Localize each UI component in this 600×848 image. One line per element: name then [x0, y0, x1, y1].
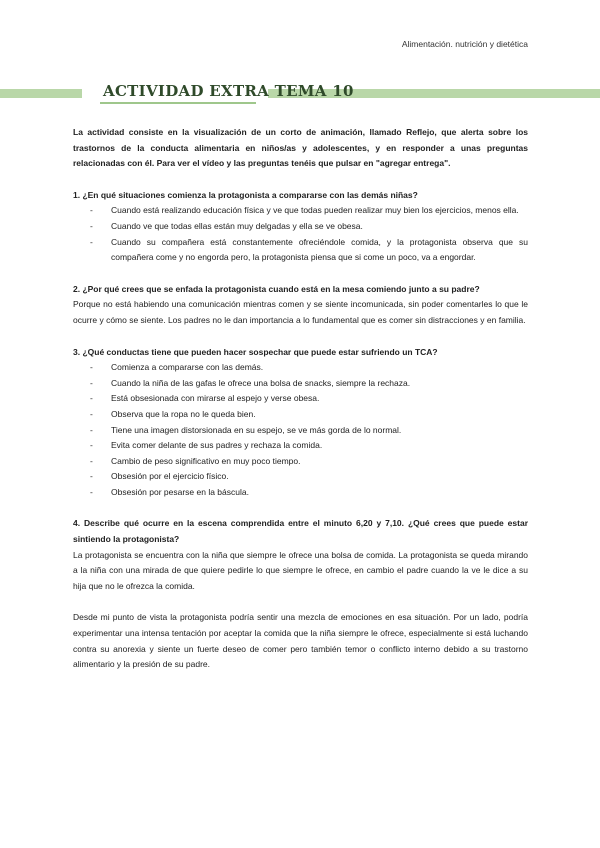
list-item: - Obsesión por pesarse en la báscula. [73, 485, 528, 501]
question-1: 1. ¿En qué situaciones comienza la protagonista a compararse con las demás niñas? [73, 189, 418, 200]
list-item: - Cuando la niña de las gafas le ofrece una bolsa de snacks, siempre la rechaza. [73, 376, 528, 392]
list-item: - Cuando está realizando educación física y ve que todas pueden realizar muy bien los ejercicios, menos ella. [73, 203, 528, 219]
list-item: - Observa que la ropa no le queda bien. [73, 407, 528, 423]
list-item: - Está obsesionada con mirarse al espejo y verse obesa. [73, 391, 528, 407]
list-item: - Cuando ve que todas ellas están muy delgadas y ella se ve obesa. [73, 219, 528, 235]
list-item: - Obsesión por el ejercicio físico. [73, 469, 528, 485]
course-header: Alimentación. nutrición y dietética [401, 39, 528, 49]
list-item: - Cambio de peso significativo en muy poco tiempo. [73, 454, 528, 470]
answer-2: Porque no está habiendo una comunicación mientras comen y se siente incomunicada, sin poder comentarles lo que le ocurre y cómo se siente. Los padres no le dan importancia a lo fundamental que es comer sin distracciones y en familia. [73, 299, 528, 325]
banner-bar-left [0, 89, 82, 98]
intro-paragraph: La actividad consiste en la visualización de un corto de animación, llamado Reflejo, que alerta sobre los trastornos de la conducta alimentaria en niños/as y adolescentes, y en responder a unas preguntas relacionadas con él. Para ver el vídeo y las preguntas tenéis que pulsar en "agregar entrega". [73, 127, 528, 169]
question-4: 4. Describe qué ocurre en la escena comprendida entre el minuto 6,20 y 7,10. ¿Qué crees que puede estar sintiendo la protagonista? [73, 518, 528, 545]
document-body [73, 125, 528, 673]
list-item: - Tiene una imagen distorsionada en su espejo, se ve más gorda de lo normal. [73, 423, 528, 439]
answer-3-list [73, 360, 528, 500]
activity-title: ACTIVIDAD EXTRA TEMA 10 [103, 82, 354, 100]
list-item: - Evita comer delante de sus padres y rechaza la comida. [73, 438, 528, 454]
title-underline [100, 102, 256, 104]
question-3: 3. ¿Qué conductas tiene que pueden hacer sospechar que puede estar sufriendo un TCA? [73, 346, 438, 357]
answer-4-part-2: Desde mi punto de vista la protagonista podría sentir una mezcla de emociones en esa situación. Por un lado, podría experimentar una intensa tentación por aceptar la comida que la niña siempre le ofrece, especialmente si está luchando contra su anorexia y siente un fuerte deseo de comer pero también temor o conflicto interno debido a su trastorno alimentario y la presión de su padre. [73, 612, 528, 670]
answer-4-part-1: La protagonista se encuentra con la niña que siempre le ofrece una bolsa de comida. La protagonista se queda mirando a la niña con una mirada de que quiere pedirle lo que siempre le ofrece, en cambio el padre cuando la ve le dice a su hija que no le ofrezca la comida. [73, 549, 528, 591]
activity-banner [0, 83, 600, 107]
list-item: - Cuando su compañera está constantemente ofreciéndole comida, y la protagonista observa que su compañera come y no engorda pero, la protagonista piensa que si come un poco, va a engordar. [73, 235, 528, 266]
question-2: 2. ¿Por qué crees que se enfada la protagonista cuando está en la mesa comiendo junto a su padre? [73, 283, 480, 294]
answer-1-list [73, 203, 528, 265]
list-item: - Comienza a compararse con las demás. [73, 360, 528, 376]
